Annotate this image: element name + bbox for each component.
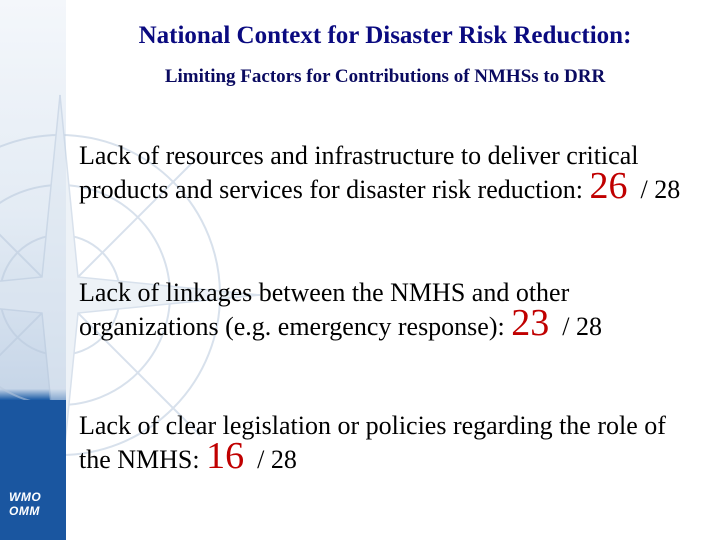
factor-text: Lack of linkages between the NMHS and other organizations (e.g. emergency response):: [79, 278, 570, 341]
factor-count: 26: [589, 165, 628, 207]
slide-subtitle: Limiting Factors for Contributions of NMHSs to DRR: [164, 66, 606, 87]
slide-title: National Context for Disaster Risk Reduction:: [138, 22, 632, 49]
factor-total: / 28: [640, 175, 681, 204]
factor-count: 23: [511, 302, 550, 344]
wmo-logo-block: [0, 400, 66, 540]
wmo-logo: [9, 490, 41, 518]
logo-line-omm: OMM: [9, 504, 40, 518]
factor-total: / 28: [257, 445, 297, 474]
factor-item-legislation: [79, 410, 699, 475]
factor-text: Lack of resources and infrastructure to deliver critical products and services for disaster risk reduction:: [79, 141, 639, 204]
logo-line-wmo: WMO: [9, 490, 42, 504]
factor-total: / 28: [562, 312, 602, 341]
factor-item-linkages: [79, 277, 699, 342]
factor-text: Lack of clear legislation or policies regarding the role of the NMHS:: [79, 411, 666, 474]
factor-count: 16: [206, 435, 245, 477]
factor-item-resources: [79, 140, 699, 205]
